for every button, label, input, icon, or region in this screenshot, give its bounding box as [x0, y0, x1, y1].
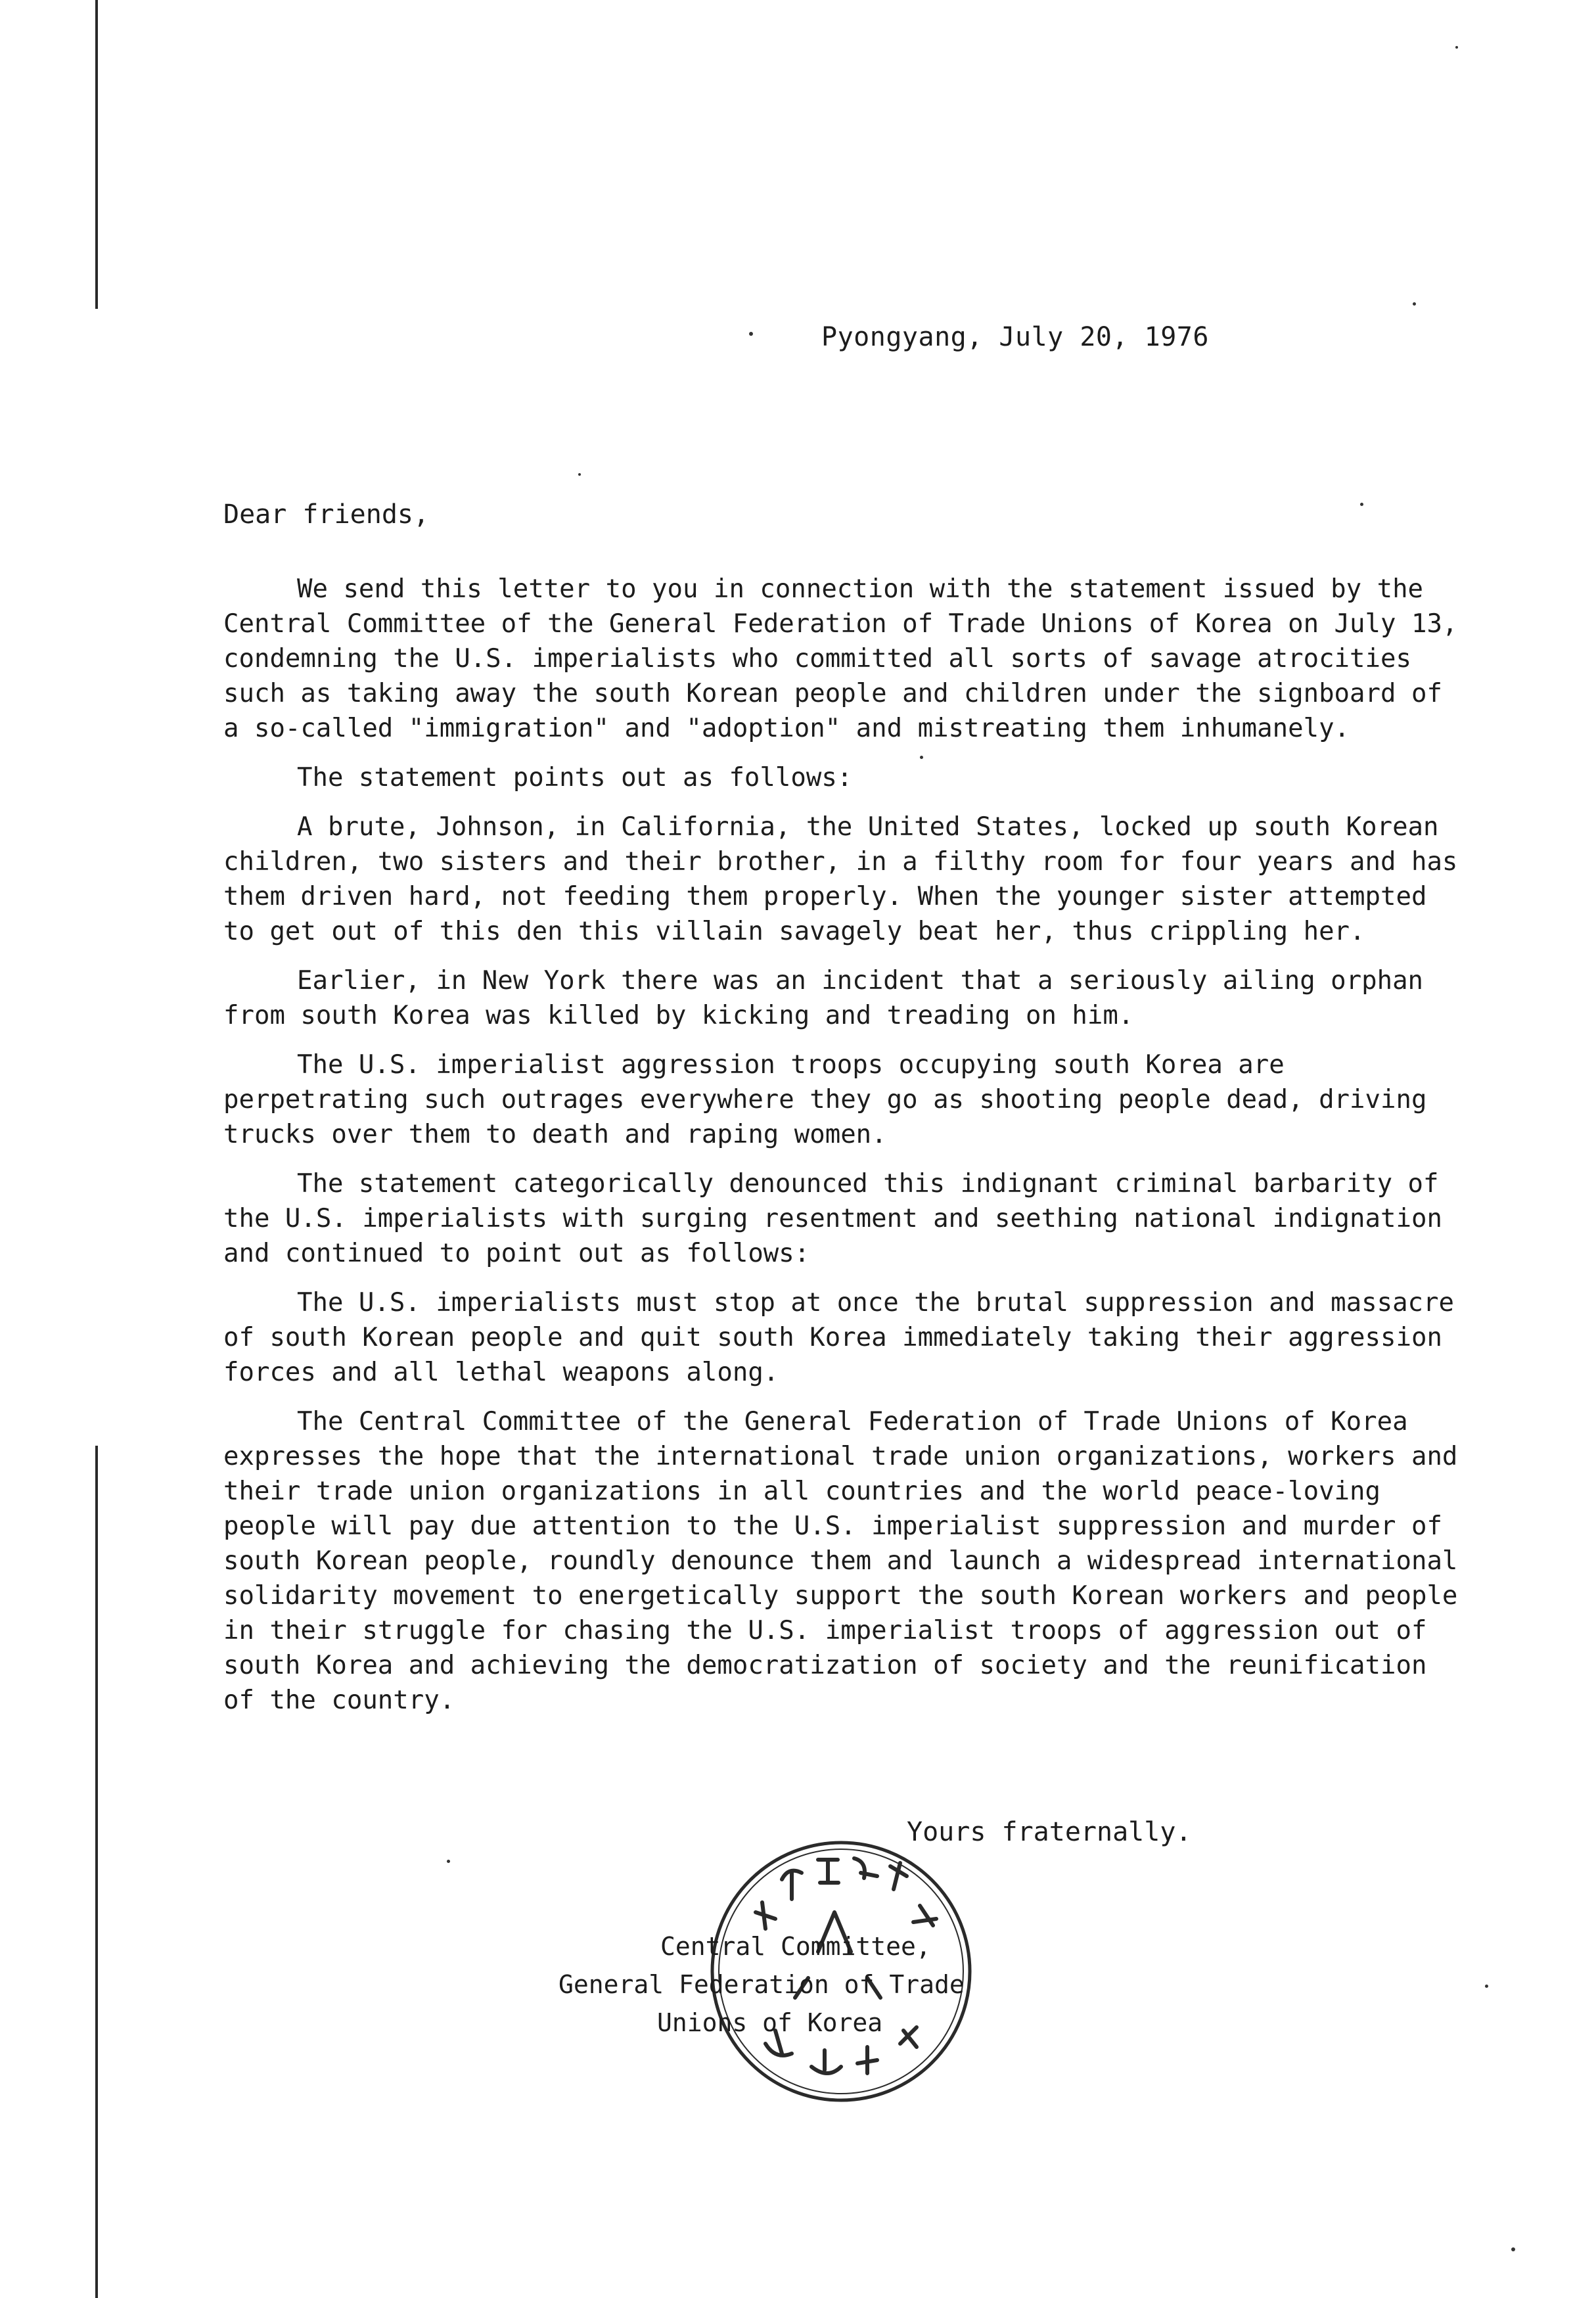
paragraph-8: The Central Committee of the General Federation of Trade Unions of Korea expresses the hope that the international trade union organizations, workers and their trade union organizations in all countries and the world peace-loving people will pay due attention to the U.S. imperialist suppression and murder of south Korean people, roundly denounce them and launch a widespread international solidarity movement to energetically support the south Korean workers and people in their struggle for chasing the U.S. imperialist troops of aggression out of south Korea and achieving the democratization of society and the reunification of the country.	[223, 1407, 1458, 1715]
letter-dateline: Pyongyang, July 20, 1976	[821, 322, 1209, 352]
scan-speck	[1485, 1985, 1488, 1988]
paragraph-7: The U.S. imperialists must stop at once the brutal suppression and massacre of south Korean people and quit south Korea immediately taking their aggression forces and all lethal weapons along.	[223, 1288, 1454, 1387]
scan-speck	[1511, 2247, 1515, 2251]
letter-body	[223, 572, 1459, 1732]
paragraph-3: A brute, Johnson, in California, the United States, locked up south Korean children, two sisters and their brother, in a filthy room for four years and has them driven hard, not feeding them properly. When the younger sister attempted to get out of this den this villain savagely beat her, thus crippling her.	[223, 812, 1458, 946]
scan-speck	[1413, 302, 1416, 306]
paragraph-6: The statement categorically denounced this indignant criminal barbarity of the U.S. imperialists with surging resentment and seething national indignation and continued to point out as follows:	[223, 1169, 1442, 1268]
scan-speck	[920, 756, 923, 759]
paragraph-2: The statement points out as follows:	[297, 763, 853, 793]
letter-salutation: Dear friends,	[223, 499, 430, 530]
scan-speck	[578, 473, 581, 476]
scan-speck	[1360, 503, 1363, 506]
scan-speck	[447, 1860, 450, 1863]
signature-line-2: General Federation of Trade	[559, 1970, 965, 1999]
signature-line-1: Central Committee,	[660, 1932, 931, 1961]
paragraph-1: We send this letter to you in connection with the statement issued by the Central Committee of the General Federation of Trade Unions of Korea on July 13, condemning the U.S. imperialists who committed all sorts of savage atrocities such as taking away the south Korean people and children under the signboard of a so-called "immigration" and "adoption" and mistreating them inhumanely.	[223, 574, 1458, 743]
left-margin-line-bottom	[95, 1446, 98, 2298]
paragraph-4: Earlier, in New York there was an incident that a seriously ailing orphan from south Korea was killed by kicking and treading on him.	[223, 966, 1424, 1030]
paragraph-5: The U.S. imperialist aggression troops occupying south Korea are perpetrating such outrages everywhere they go as shooting people dead, driving trucks over them to death and raping women.	[223, 1050, 1427, 1149]
left-margin-line-top	[95, 0, 98, 309]
scan-speck	[749, 332, 753, 336]
signature-line-3: Unions of Korea	[657, 2008, 883, 2037]
letter-closing: Yours fraternally.	[907, 1817, 1192, 1847]
scan-speck	[1455, 46, 1458, 49]
